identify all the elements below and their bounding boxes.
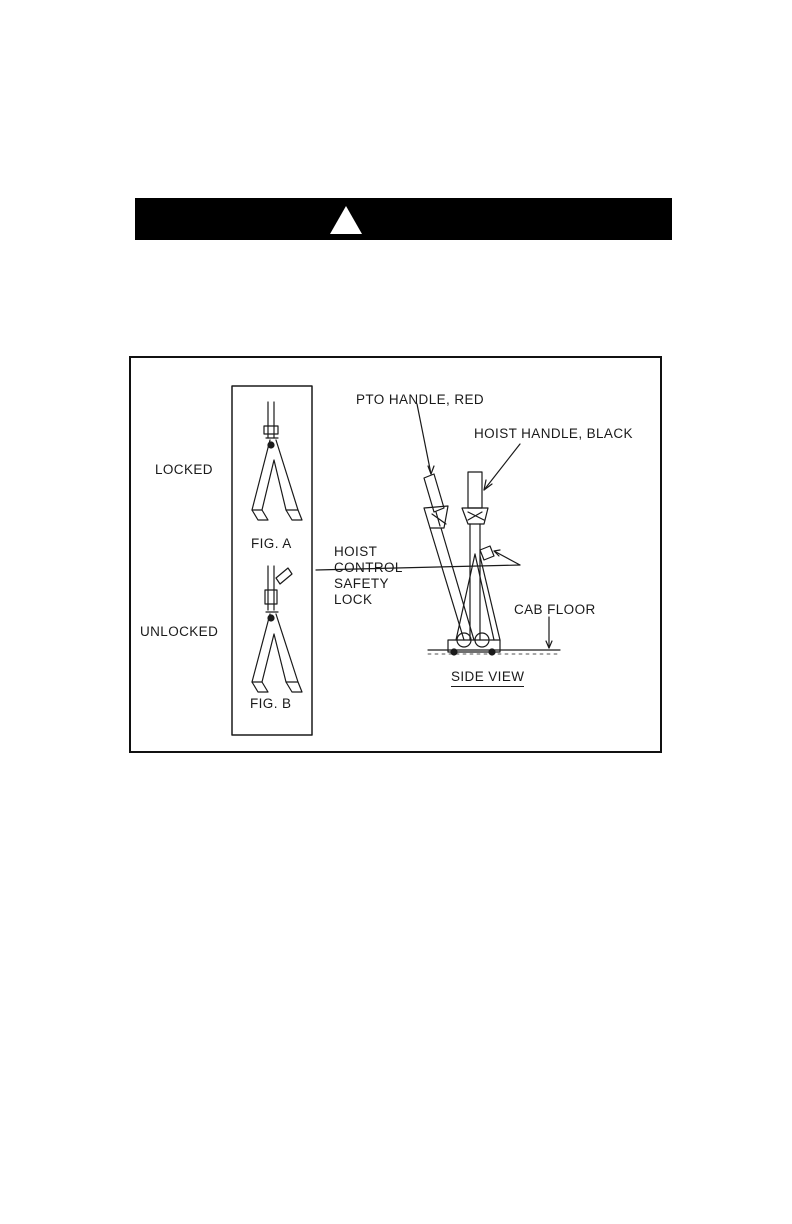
fig-a-locked-bracket: [252, 402, 302, 520]
side-view-label: SIDE VIEW: [451, 668, 524, 687]
safety-lock-label: [334, 544, 403, 608]
fig-a-label: FIG. A: [251, 536, 292, 551]
safety-lock-line: HOIST: [334, 544, 378, 559]
locked-label: LOCKED: [155, 462, 213, 477]
pto-leader: [417, 404, 431, 474]
unlocked-label: UNLOCKED: [140, 624, 219, 639]
hoist-handle-label: HOIST HANDLE, BLACK: [474, 426, 633, 441]
lever-base-bracket: [448, 554, 500, 655]
fig-b-unlocked-bracket: [252, 566, 302, 692]
cab-floor-label: CAB FLOOR: [514, 602, 596, 617]
safety-lock-line: CONTROL: [334, 560, 403, 575]
hoist-leader: [484, 444, 520, 490]
safety-lock-line: SAFETY: [334, 576, 389, 591]
fig-b-label: FIG. B: [250, 696, 292, 711]
pto-handle: [424, 474, 474, 640]
lock-leader-2: [494, 551, 520, 565]
safety-lock-part: [480, 546, 494, 560]
safety-lock-line: LOCK: [334, 592, 373, 607]
pto-handle-label: PTO HANDLE, RED: [356, 392, 485, 407]
